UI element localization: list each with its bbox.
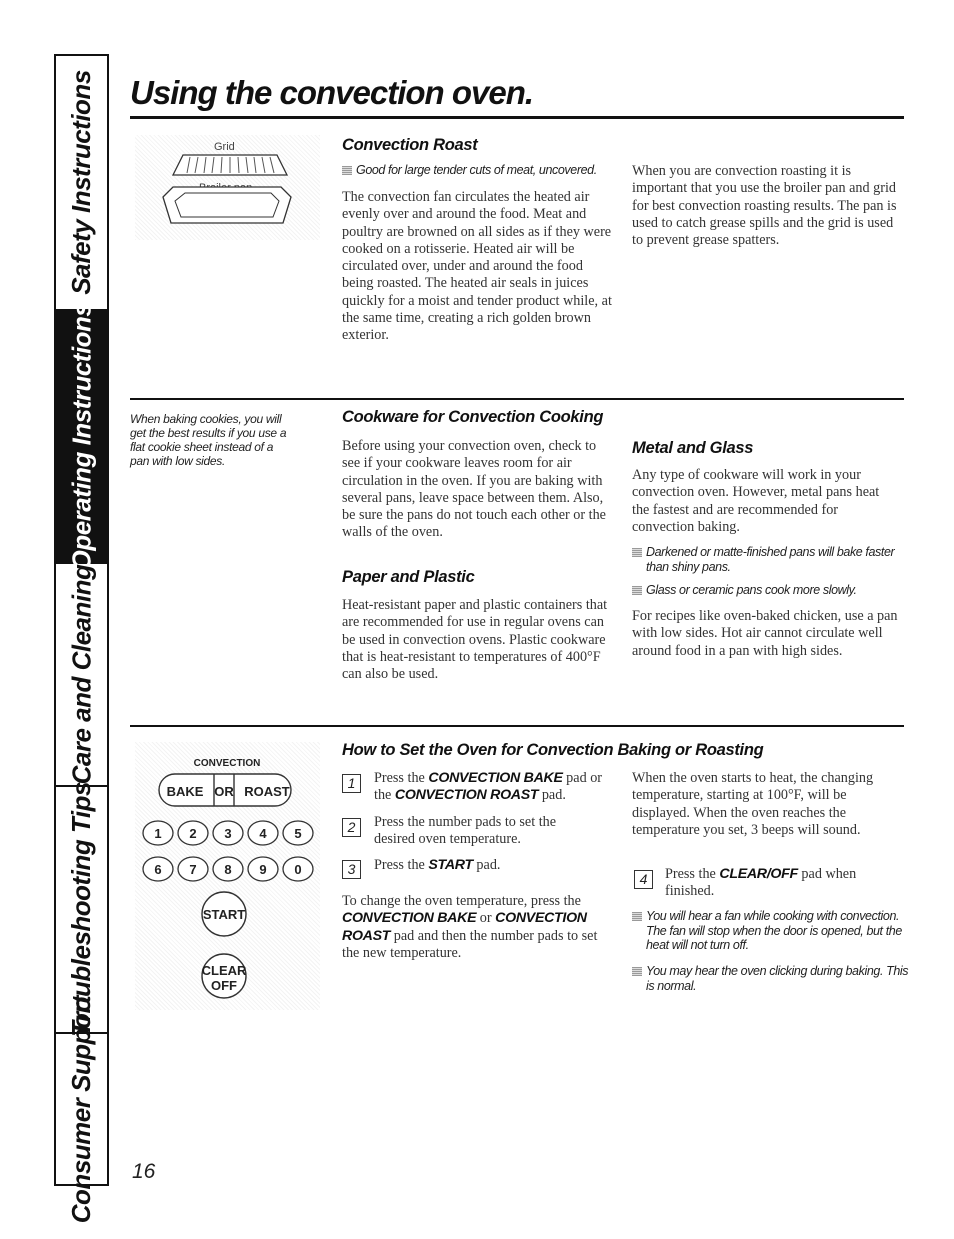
low-sides-paragraph: For recipes like oven-baked chicken, use a pan with low sides. Hot air cannot circulate well around food in a pan with high sides. <box>632 608 898 659</box>
tab-safety-instructions[interactable] <box>56 56 107 311</box>
number-key-label: 7 <box>189 862 197 877</box>
cookware-heading: Cookware for Convection Cooking <box>342 408 604 426</box>
tab-consumer-support[interactable] <box>56 995 107 1223</box>
page-title: Using the convection oven. <box>130 74 534 111</box>
number-key-label: 8 <box>224 862 232 877</box>
roast-paragraph: The convection fan circulates the heated air evenly over and around the food. Meat and poultry are browned on all sides as if they were cooked on a rotisserie. Heated air will be circulated over, under and around the food being roasted. The heated air seals in juices quickly for a moist and tender product while, at the same time, creating a rich golden brown exterior. <box>342 189 612 344</box>
roast-bullet: Good for large tender cuts of meat, uncovered. <box>342 163 646 178</box>
tab-care-and-cleaning[interactable] <box>56 564 107 787</box>
section-tab-bar <box>54 54 109 1223</box>
step-3-text: Press the START pad. <box>374 857 501 873</box>
convection-roast-heading: Convection Roast <box>342 136 478 154</box>
number-key-label: 3 <box>224 826 232 841</box>
step-1-number: 1 <box>342 774 361 793</box>
number-key-label: 0 <box>294 862 302 877</box>
tab-label: Troubleshooting Tips <box>66 782 96 1037</box>
step-3-number: 3 <box>342 860 361 879</box>
clicking-note-bullet: You may hear the oven clicking during baking. This is normal. <box>632 964 916 993</box>
cookie-sheet-note: When baking cookies, you will get the best results if you use a flat cookie sheet instead of a pan with low sides. <box>130 412 287 468</box>
tab-label: Care and Cleaning <box>66 564 96 785</box>
bake-key-label: BAKE <box>166 784 204 799</box>
metal-glass-heading: Metal and Glass <box>632 439 754 457</box>
heating-paragraph: When the oven starts to heat, the changing temperature, starting at 100°F, will be displayed. When the oven reaches the temperature you set, 3 beeps will sound. <box>632 770 874 838</box>
tab-label: Safety Instructions <box>66 70 96 295</box>
control-panel-illustration <box>135 742 320 1010</box>
start-key-label: START <box>202 907 246 922</box>
fan-note-bullet: You will hear a fan while cooking with convection. The fan will stop when the door is opened, but the heat will not turn off. <box>632 909 916 953</box>
step-4-number: 4 <box>634 870 653 889</box>
how-to-heading: How to Set the Oven for Convection Baking or Roasting <box>342 741 764 759</box>
convection-label: CONVECTION <box>193 758 261 769</box>
number-key-label: 5 <box>294 826 302 841</box>
roast-key-label: ROAST <box>244 784 290 799</box>
tab-label: Consumer Support <box>66 995 97 1223</box>
metal-glass-paragraph: Any type of cookware will work in your convection oven. However, metal pans heat the fastest and are recommended for convection baking. <box>632 467 880 535</box>
off-key-label: OFF <box>211 978 237 993</box>
page-number: 16 <box>132 1160 156 1183</box>
metal-glass-bullet-1: Darkened or matte-finished pans will bake faster than shiny pans. <box>632 545 908 574</box>
tab-operating-instructions[interactable] <box>56 302 107 571</box>
roast-pan-paragraph: When you are convection roasting it is important that you use the broiler pan and grid for best convection roasting results. The pan is used to catch grease spills and the grid is used to prevent grease spatters. <box>632 163 897 249</box>
metal-glass-bullet-2: Glass or ceramic pans cook more slowly. <box>632 583 908 598</box>
tab-label: Operating Instructions <box>66 302 96 571</box>
step-2-number: 2 <box>342 818 361 837</box>
grid-label: Grid <box>214 141 235 153</box>
number-key-label: 1 <box>154 826 162 841</box>
step-2-text: Press the number pads to set the desired oven temperature. <box>374 814 557 848</box>
number-key-label: 6 <box>154 862 162 877</box>
cookware-paragraph: Before using your convection oven, check to see if your cookware leaves room for air circulation in the oven. If you are baking with several pans, leave space between them. Also, be sure the pans do not touch each other or the walls of the oven. <box>342 438 606 541</box>
paper-plastic-paragraph: Heat-resistant paper and plastic containers that are recommended for use in regular ovens can be used in convection ovens. Plastic cookware that is heat-resistant to temperatures of 400°F can also be used. <box>342 597 608 683</box>
clear-key-label: CLEAR <box>201 963 247 978</box>
number-key-label: 4 <box>259 826 267 841</box>
or-label: OR <box>214 784 234 799</box>
number-key-label: 2 <box>189 826 197 841</box>
broiler-pan-illustration <box>135 135 320 240</box>
step-1-text: Press the CONVECTION BAKE pad or the CONVECTION ROAST pad. <box>374 770 603 804</box>
section-divider <box>130 725 904 727</box>
change-temperature-paragraph: To change the oven temperature, press the CONVECTION BAKE or CONVECTION ROAST pad and then the number pads to set the new temperature. <box>342 893 598 961</box>
step-4-text: Press the CLEAR/OFF pad when finished. <box>665 866 857 900</box>
title-rule <box>130 116 904 119</box>
number-key-label: 9 <box>259 862 267 877</box>
paper-plastic-heading: Paper and Plastic <box>342 568 475 586</box>
section-divider <box>130 398 904 400</box>
